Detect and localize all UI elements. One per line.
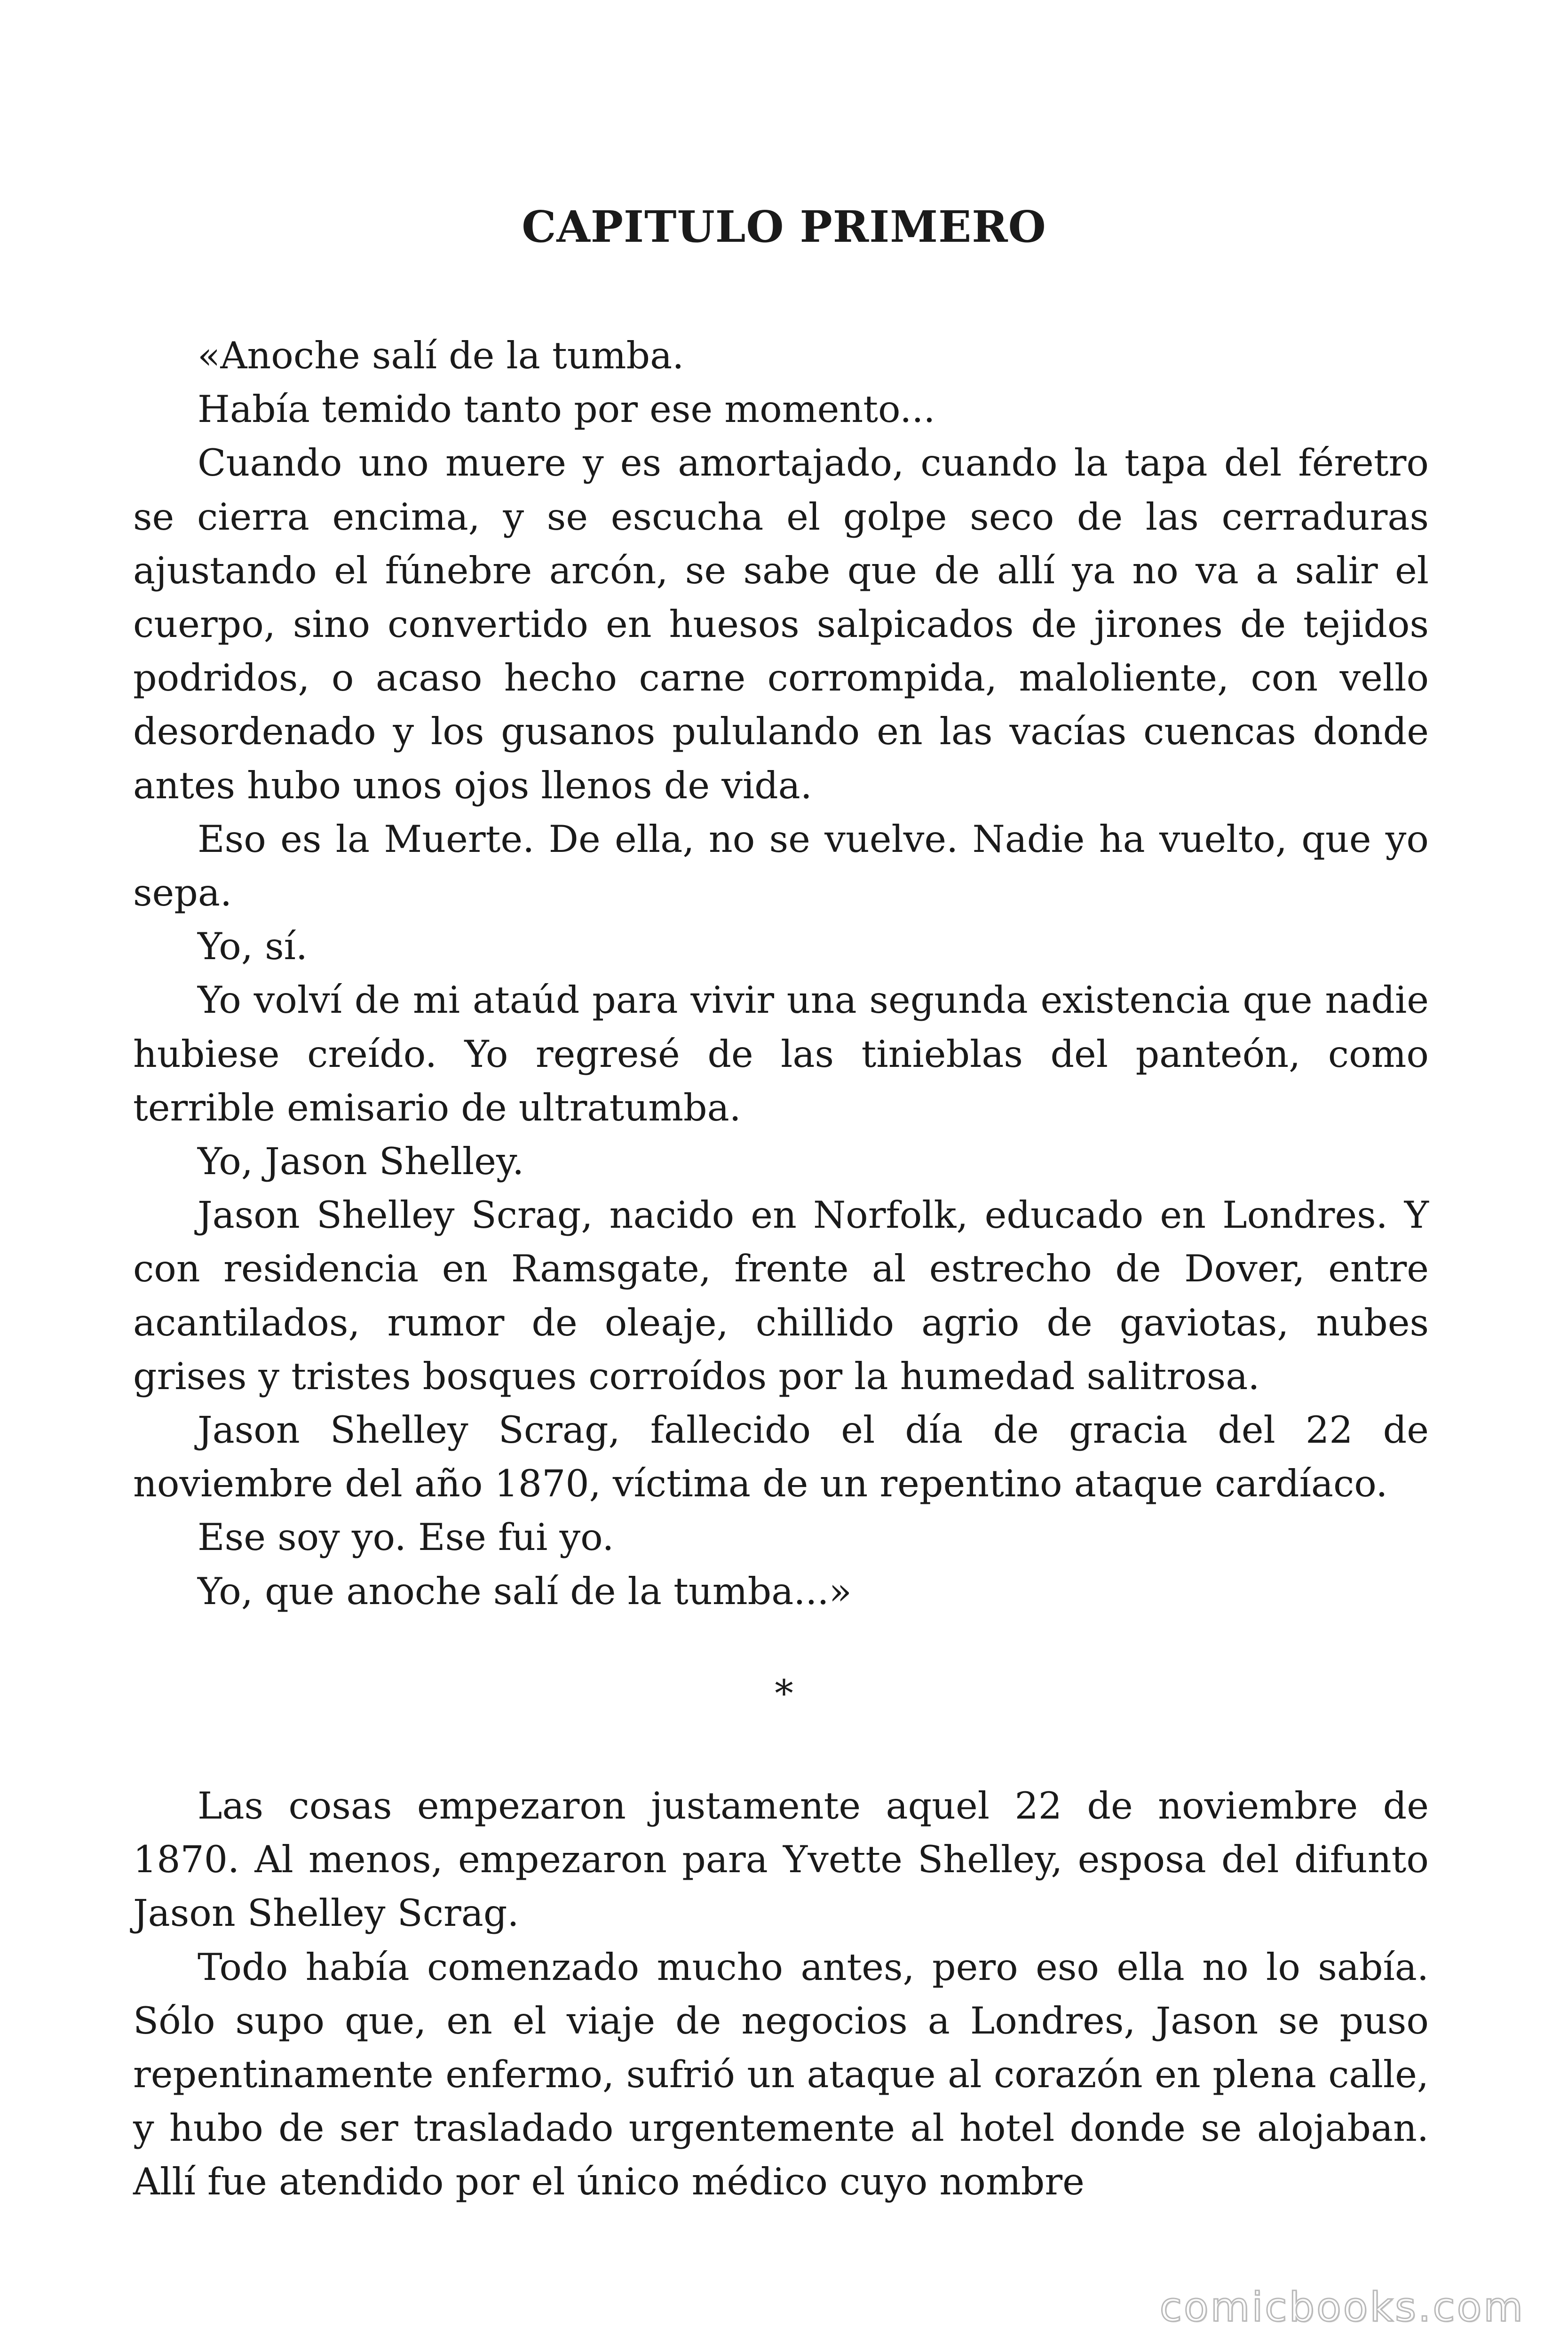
paragraph: Eso es la Muerte. De ella, no se vuelve. Nadie ha vuelto, que yo sepa. <box>133 817 1429 915</box>
section-separator: * <box>775 1672 793 1715</box>
paragraph: Ese soy yo. Ese fui yo. <box>198 1516 614 1559</box>
paragraph: «Anoche salí de la tumba. <box>198 334 684 377</box>
paragraph: Cuando uno muere y es amortajado, cuando la tapa del féretro se cierra encima, y se escucha el golpe seco de las cerraduras ajustando el fúnebre arcón, se sabe que de allí ya no va a salir el cuerpo, sino convertido en huesos salpicados de jirones de tejidos podridos, o acaso hecho carne corrompida, maloliente, con vello desordenado y los gusanos pululando en las vacías cuencas donde antes hubo unos ojos llenos de vida. <box>133 441 1429 807</box>
paragraph: Las cosas empezaron justamente aquel 22 de noviembre de 1870. Al menos, empezaron para Yvette Shelley, esposa del difunto Jason Shelley Scrag. <box>133 1784 1429 1935</box>
paragraph: Jason Shelley Scrag, nacido en Norfolk, educado en Londres. Y con residencia en Ramsgate, frente al estrecho de Dover, entre acantilados, rumor de oleaje, chillido agrio de gaviotas, nubes grises y tristes bosques corroídos por la humedad salitrosa. <box>133 1193 1429 1398</box>
paragraph: Yo, Jason Shelley. <box>198 1140 524 1184</box>
chapter-title: CAPITULO PRIMERO <box>522 201 1046 252</box>
watermark: comicbooks.com <box>1159 2284 1525 2331</box>
paragraph: Jason Shelley Scrag, fallecido el día de gracia del 22 de noviembre del año 1870, víctima de un repentino ataque cardíaco. <box>133 1408 1429 1506</box>
section-1-text <box>133 329 1429 1618</box>
paragraph: Había temido tanto por ese momento... <box>198 388 935 431</box>
section-2-text <box>133 1779 1429 2209</box>
paragraph: Todo había comenzado mucho antes, pero eso ella no lo sabía. Sólo supo que, en el viaje de negocios a Londres, Jason se puso repentinamente enfermo, sufrió un ataque al corazón en plena calle, y hubo de ser trasladado urgentemente al hotel donde se alojaban. Allí fue atendido por el único médico cuyo nombre <box>133 1945 1429 2204</box>
paragraph: Yo volví de mi ataúd para vivir una segunda existencia que nadie hubiese creído. Yo regresé de las tinieblas del panteón, como terrible emisario de ultratumba. <box>133 978 1429 1129</box>
paragraph: Yo, que anoche salí de la tumba...» <box>198 1569 852 1613</box>
paragraph: Yo, sí. <box>198 925 308 969</box>
